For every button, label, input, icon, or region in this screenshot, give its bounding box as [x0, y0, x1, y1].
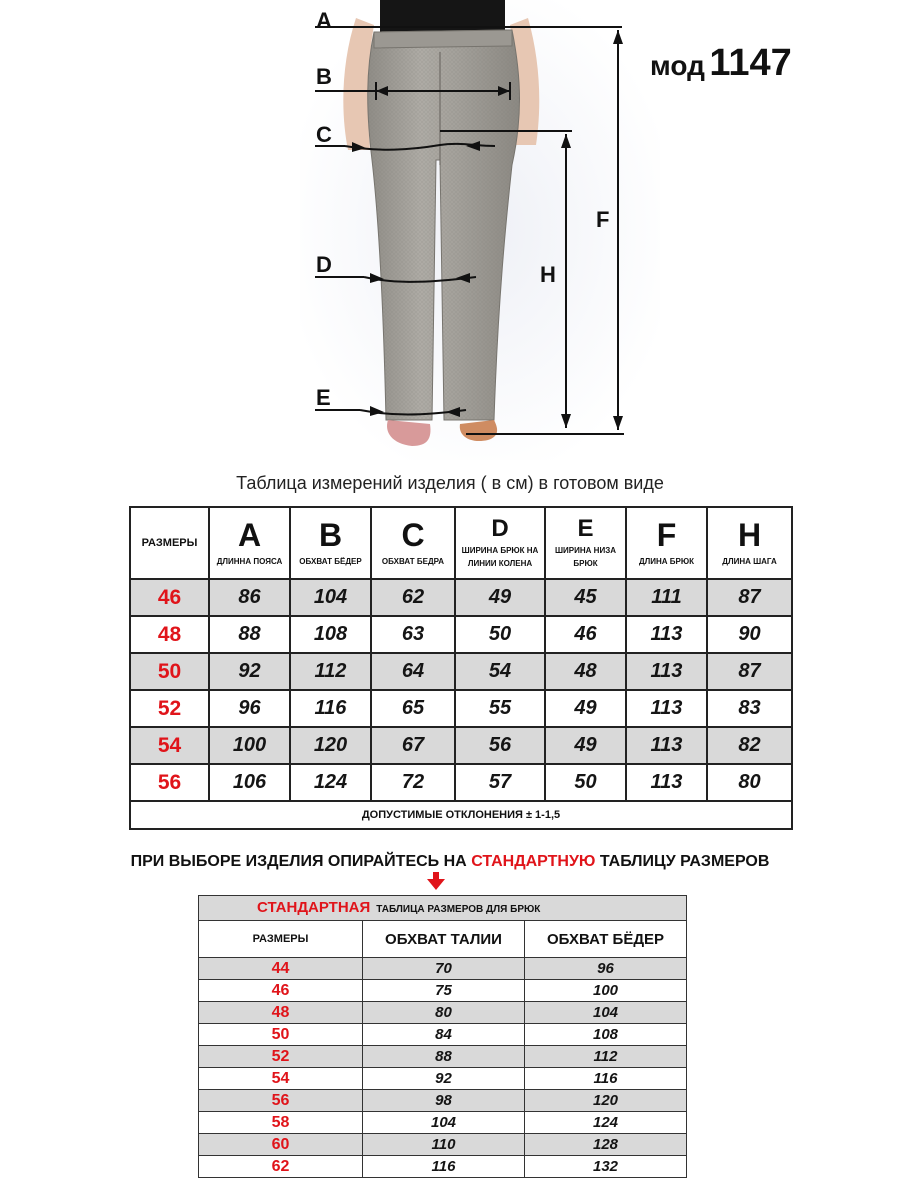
- tolerance-note: ДОПУСТИМЫЕ ОТКЛОНЕНИЯ ± 1-1,5: [130, 801, 792, 829]
- table-row: [199, 1134, 687, 1156]
- hips-cell: 108: [525, 1024, 687, 1046]
- table-row: [130, 616, 792, 653]
- value-cell: 56: [455, 727, 545, 764]
- value-cell: 113: [626, 653, 707, 690]
- value-cell: 120: [290, 727, 371, 764]
- value-cell: 116: [290, 690, 371, 727]
- hips-cell: 100: [525, 980, 687, 1002]
- header-waist: ОБХВАТ ТАЛИИ: [363, 921, 525, 958]
- value-cell: 112: [290, 653, 371, 690]
- table-row: [130, 653, 792, 690]
- table-row: [130, 690, 792, 727]
- waist-cell: 84: [363, 1024, 525, 1046]
- header-col-e: E ШИРИНА НИЗА БРЮК: [545, 507, 626, 579]
- advice-highlight: СТАНДАРТНУЮ: [471, 853, 596, 870]
- standard-title-highlight: СТАНДАРТНАЯ: [257, 899, 371, 916]
- header-col-h: H ДЛИНА ШАГА: [707, 507, 792, 579]
- value-cell: 90: [707, 616, 792, 653]
- size-advice: [0, 853, 900, 871]
- table-row: [199, 1002, 687, 1024]
- measurements-caption: Таблица измерений изделия ( в см) в готовом виде: [236, 473, 664, 493]
- value-cell: 113: [626, 764, 707, 801]
- header-col-a: A ДЛИННА ПОЯСА: [209, 507, 290, 579]
- letter-a: A: [316, 8, 332, 33]
- size-cell: 46: [130, 579, 209, 616]
- value-cell: 106: [209, 764, 290, 801]
- top-shirt: [380, 0, 505, 35]
- hips-cell: 120: [525, 1090, 687, 1112]
- value-cell: 113: [626, 616, 707, 653]
- table-row: [199, 958, 687, 980]
- table-row: [130, 579, 792, 616]
- value-cell: 64: [371, 653, 455, 690]
- table-row: [130, 764, 792, 801]
- tolerance-row: [130, 801, 792, 829]
- table-row: [199, 1068, 687, 1090]
- header-col-c: C ОБХВАТ БЕДРА: [371, 507, 455, 579]
- table-row: [130, 727, 792, 764]
- hips-cell: 116: [525, 1068, 687, 1090]
- value-cell: 100: [209, 727, 290, 764]
- letter-c: C: [316, 122, 332, 147]
- letter-b: B: [316, 64, 332, 89]
- value-cell: 50: [455, 616, 545, 653]
- waist-cell: 110: [363, 1134, 525, 1156]
- standard-title: [199, 896, 687, 921]
- standard-header-row: [199, 921, 687, 958]
- size-cell: 48: [199, 1002, 363, 1024]
- size-cell: 48: [130, 616, 209, 653]
- table-header-row: [130, 507, 792, 579]
- value-cell: 88: [209, 616, 290, 653]
- hips-cell: 124: [525, 1112, 687, 1134]
- hips-cell: 112: [525, 1046, 687, 1068]
- table-row: [199, 1156, 687, 1178]
- value-cell: 57: [455, 764, 545, 801]
- waist-cell: 80: [363, 1002, 525, 1024]
- size-cell: 50: [130, 653, 209, 690]
- size-cell: 62: [199, 1156, 363, 1178]
- waist-cell: 98: [363, 1090, 525, 1112]
- value-cell: 55: [455, 690, 545, 727]
- waist-cell: 104: [363, 1112, 525, 1134]
- header-sizes: РАЗМЕРЫ: [130, 507, 209, 579]
- size-cell: 54: [130, 727, 209, 764]
- size-cell: 44: [199, 958, 363, 980]
- waist-cell: 75: [363, 980, 525, 1002]
- header-col-b: B ОБХВАТ БЁДЕР: [290, 507, 371, 579]
- size-cell: 46: [199, 980, 363, 1002]
- value-cell: 87: [707, 653, 792, 690]
- model-number: 1147: [709, 42, 792, 84]
- value-cell: 96: [209, 690, 290, 727]
- value-cell: 111: [626, 579, 707, 616]
- value-cell: 104: [290, 579, 371, 616]
- value-cell: 62: [371, 579, 455, 616]
- standard-title-row: [199, 896, 687, 921]
- value-cell: 82: [707, 727, 792, 764]
- value-cell: 65: [371, 690, 455, 727]
- waist-cell: 70: [363, 958, 525, 980]
- model-prefix: мод: [650, 50, 705, 81]
- waist-cell: 92: [363, 1068, 525, 1090]
- table-row: [199, 1024, 687, 1046]
- hips-cell: 128: [525, 1134, 687, 1156]
- value-cell: 83: [707, 690, 792, 727]
- size-cell: 52: [130, 690, 209, 727]
- value-cell: 63: [371, 616, 455, 653]
- value-cell: 49: [455, 579, 545, 616]
- size-cell: 54: [199, 1068, 363, 1090]
- size-cell: 56: [199, 1090, 363, 1112]
- table-row: [199, 1090, 687, 1112]
- value-cell: 92: [209, 653, 290, 690]
- value-cell: 87: [707, 579, 792, 616]
- size-cell: 52: [199, 1046, 363, 1068]
- header-hips: ОБХВАТ БЁДЕР: [525, 921, 687, 958]
- hips-cell: 104: [525, 1002, 687, 1024]
- value-cell: 67: [371, 727, 455, 764]
- value-cell: 86: [209, 579, 290, 616]
- waist-cell: 116: [363, 1156, 525, 1178]
- value-cell: 72: [371, 764, 455, 801]
- header-sizes: РАЗМЕРЫ: [199, 921, 363, 958]
- waist-cell: 88: [363, 1046, 525, 1068]
- value-cell: 50: [545, 764, 626, 801]
- value-cell: 45: [545, 579, 626, 616]
- size-cell: 58: [199, 1112, 363, 1134]
- letter-h: H: [540, 262, 556, 287]
- table-row: [199, 1112, 687, 1134]
- value-cell: 108: [290, 616, 371, 653]
- value-cell: 46: [545, 616, 626, 653]
- product-measurements-table: [129, 506, 793, 830]
- size-cell: 56: [130, 764, 209, 801]
- value-cell: 49: [545, 690, 626, 727]
- value-cell: 113: [626, 690, 707, 727]
- value-cell: 113: [626, 727, 707, 764]
- size-cell: 50: [199, 1024, 363, 1046]
- value-cell: 124: [290, 764, 371, 801]
- hips-cell: 132: [525, 1156, 687, 1178]
- letter-f: F: [596, 207, 610, 232]
- letter-e: E: [316, 385, 331, 410]
- value-cell: 80: [707, 764, 792, 801]
- waistband: [374, 30, 512, 48]
- header-col-f: F ДЛИНА БРЮК: [626, 507, 707, 579]
- value-cell: 48: [545, 653, 626, 690]
- advice-text-start: ПРИ ВЫБОРЕ ИЗДЕЛИЯ ОПИРАЙТЕСЬ НА: [130, 853, 472, 870]
- size-cell: 60: [199, 1134, 363, 1156]
- value-cell: 54: [455, 653, 545, 690]
- standard-size-table: [198, 895, 687, 1178]
- hips-cell: 96: [525, 958, 687, 980]
- advice-text-end: ТАБЛИЦУ РАЗМЕРОВ: [595, 853, 770, 870]
- letter-d: D: [316, 252, 332, 277]
- table-row: [199, 1046, 687, 1068]
- standard-title-rest: ТАБЛИЦА РАЗМЕРОВ ДЛЯ БРЮК: [376, 904, 541, 915]
- down-arrow-icon: [426, 872, 446, 890]
- header-col-d: D ШИРИНА БРЮК НА ЛИНИИ КОЛЕНА: [455, 507, 545, 579]
- table-row: [199, 980, 687, 1002]
- model-label: [650, 42, 792, 85]
- value-cell: 49: [545, 727, 626, 764]
